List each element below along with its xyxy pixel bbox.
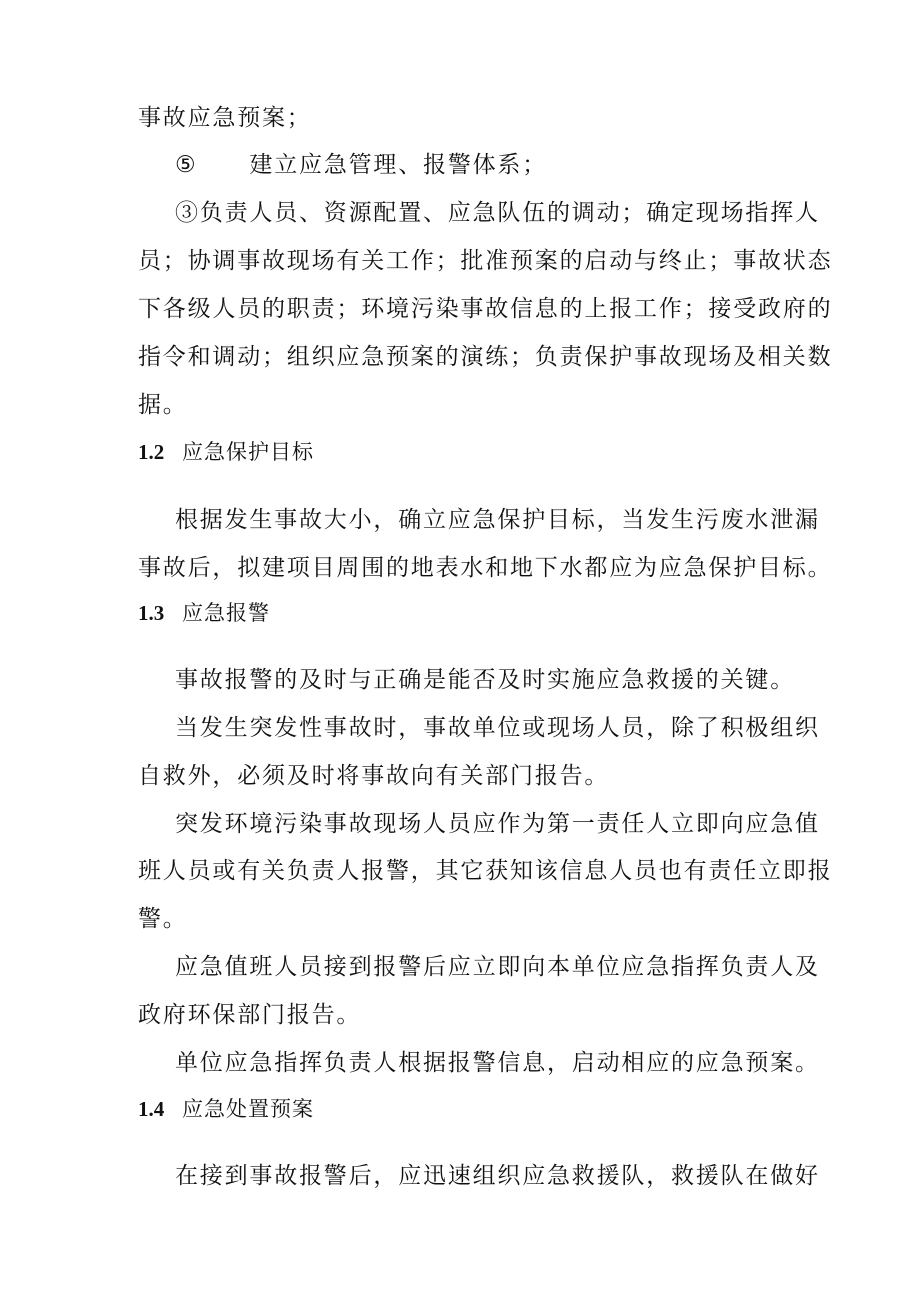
section-heading-1-2: [138, 437, 314, 467]
paragraph-line: 事故应急预案；: [138, 105, 312, 131]
paragraph-line: 应急值班人员接到报警后应立即向本单位应急指挥负责人及: [175, 954, 820, 980]
paragraph-line: 在接到事故报警后，应迅速组织应急救援队，救援队在做好: [175, 1163, 820, 1189]
paragraph-line: 班人员或有关负责人报警，其它获知该信息人员也有责任立即报: [138, 858, 833, 884]
paragraph-line: 下各级人员的职责；环境污染事故信息的上报工作；接受政府的: [138, 296, 833, 322]
paragraph-line: 突发环境污染事故现场人员应作为第一责任人立即向应急值: [175, 811, 820, 837]
paragraph-line: 单位应急指挥负责人根据报警信息，启动相应的应急预案。: [175, 1050, 820, 1076]
list-marker: ⑤: [175, 152, 198, 178]
section-title: 应急报警: [182, 601, 270, 625]
paragraph-line: 事故后，拟建项目周围的地表水和地下水都应为应急保护目标。: [138, 555, 833, 581]
paragraph-line: 指令和调动；组织应急预案的演练；负责保护事故现场及相关数: [138, 344, 833, 370]
paragraph-line: ③负责人员、资源配置、应急队伍的调动；确定现场指挥人: [175, 200, 820, 226]
paragraph-line: 政府环保部门报告。: [138, 1002, 362, 1028]
section-number: 1.4: [138, 1097, 165, 1121]
paragraph-line: 警。: [138, 906, 188, 932]
paragraph-line: 事故报警的及时与正确是能否及时实施应急救援的关键。: [175, 667, 795, 693]
section-heading-1-3: [138, 598, 270, 628]
list-item-5: [0, 150, 920, 180]
paragraph-line: 自救外，必须及时将事故向有关部门报告。: [138, 763, 610, 789]
list-item-text: 建立应急管理、报警体系；: [249, 152, 548, 178]
section-title: 应急保护目标: [182, 440, 314, 464]
paragraph-line: 根据发生事故大小，确立应急保护目标，当发生污废水泄漏: [175, 507, 820, 533]
paragraph-line: 员；协调事故现场有关工作；批准预案的启动与终止；事故状态: [138, 248, 833, 274]
section-number: 1.2: [138, 440, 165, 464]
paragraph-line: 当发生突发性事故时，事故单位或现场人员，除了积极组织: [175, 715, 820, 741]
section-title: 应急处置预案: [182, 1097, 314, 1121]
paragraph-line: 据。: [138, 392, 188, 418]
section-number: 1.3: [138, 601, 165, 625]
section-heading-1-4: [138, 1094, 314, 1124]
